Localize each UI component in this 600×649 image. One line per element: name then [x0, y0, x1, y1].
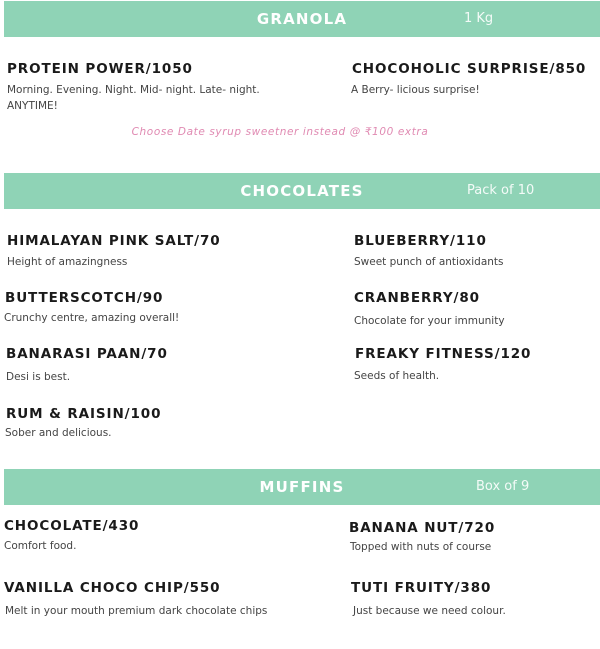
date-syrup-promo: Choose Date syrup sweetner instead @ ₹100 extra	[131, 126, 429, 138]
chocolate-item-name: HIMALAYAN PINK SALT/70	[7, 233, 221, 249]
muffin-item-name: CHOCOLATE/430	[4, 518, 140, 534]
muffin-item-name: VANILLA CHOCO CHIP/550	[4, 580, 221, 596]
granola-item-name: CHOCOHOLIC SURPRISE/850	[352, 61, 587, 77]
chocolates-pack-note: Pack of 10	[467, 183, 535, 198]
muffin-item-desc: Melt in your mouth premium dark chocolate chips	[5, 605, 268, 617]
muffins-box-note: Box of 9	[476, 479, 530, 494]
chocolate-item-desc: Crunchy centre, amazing overall!	[4, 312, 180, 324]
granola-item-desc: Morning. Evening. Night. Mid- night. Late- night. ANYTIME!	[7, 84, 260, 112]
chocolate-item-name: CRANBERRY/80	[354, 290, 480, 306]
granola-item-name: PROTEIN POWER/1050	[7, 61, 193, 77]
chocolate-item-name: FREAKY FITNESS/120	[355, 346, 532, 362]
chocolates-title: CHOCOLATES	[240, 182, 364, 200]
chocolate-item-name: BLUEBERRY/110	[354, 233, 487, 249]
chocolate-item-desc: Sweet punch of antioxidants	[354, 256, 504, 268]
muffin-item-desc: Comfort food.	[4, 540, 77, 552]
granola-header	[4, 1, 600, 37]
chocolate-item-desc: Chocolate for your immunity	[354, 315, 505, 327]
muffin-item-name: TUTI FRUITY/380	[351, 580, 492, 596]
granola-item-desc: A Berry- licious surprise!	[351, 84, 480, 96]
granola-size-note: 1 Kg	[464, 11, 494, 26]
chocolates-header	[4, 173, 600, 209]
muffin-item-desc: Just because we need colour.	[353, 605, 506, 617]
chocolate-item-name: RUM & RAISIN/100	[6, 406, 162, 422]
chocolate-item-name: BUTTERSCOTCH/90	[5, 290, 164, 306]
muffin-item-desc: Topped with nuts of course	[350, 541, 492, 553]
muffins-title: MUFFINS	[259, 478, 345, 496]
muffins-header	[4, 469, 600, 505]
muffin-item-name: BANANA NUT/720	[349, 520, 496, 536]
chocolate-item-desc: Height of amazingness	[7, 256, 128, 268]
chocolate-item-desc: Desi is best.	[6, 371, 71, 383]
chocolate-item-desc: Seeds of health.	[354, 370, 440, 382]
chocolate-item-desc: Sober and delicious.	[5, 427, 112, 439]
granola-title: GRANOLA	[256, 10, 348, 28]
chocolate-item-name: BANARASI PAAN/70	[6, 346, 168, 362]
